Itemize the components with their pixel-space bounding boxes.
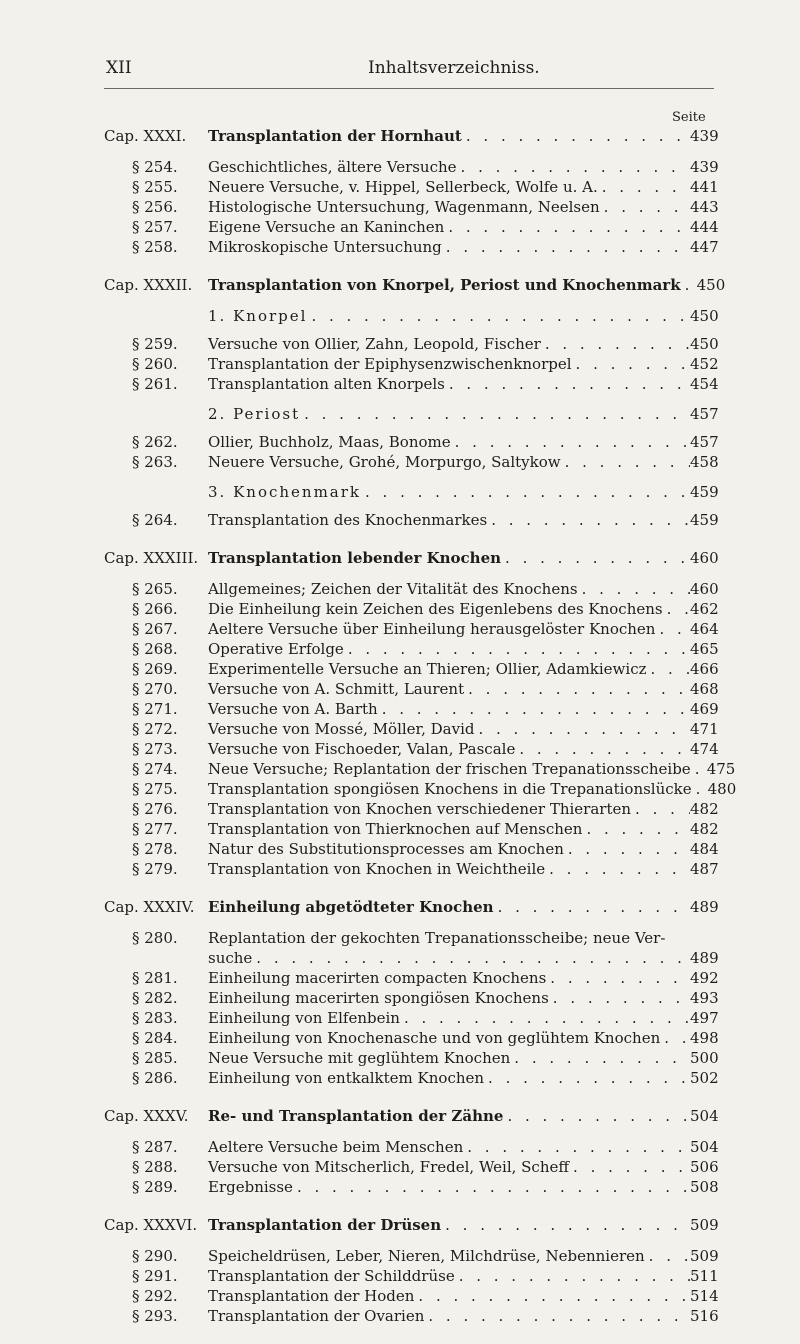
- section-title: Versuche von Mitscherlich, Fredel, Weil, Scheff: [208, 1158, 570, 1176]
- section-title: Ollier, Buchholz, Maas, Bonome: [208, 433, 451, 451]
- dot-leader: [444, 217, 690, 237]
- dot-leader: [546, 968, 690, 988]
- page-ref: 471: [690, 720, 719, 738]
- page-ref: 500: [690, 1049, 719, 1067]
- chapter-title: Transplantation von Knorpel, Periost und Knochenmark: [208, 276, 681, 294]
- chapter-label: Cap. XXXI.: [104, 127, 187, 145]
- dot-leader: [378, 699, 690, 719]
- page-ref: 450: [690, 307, 719, 325]
- section-title: Mikroskopische Untersuchung: [208, 238, 442, 256]
- page-ref: 492: [690, 969, 719, 987]
- dot-leader: [691, 759, 707, 779]
- section-number: § 267.: [132, 620, 178, 638]
- section-number: § 278.: [132, 840, 178, 858]
- page-ref: 480: [707, 780, 737, 798]
- section-title: Histologische Untersuchung, Wagenmann, Neelsen: [208, 198, 600, 216]
- section-number: § 292.: [132, 1287, 178, 1305]
- chapter-title: Transplantation der Hornhaut: [208, 127, 462, 145]
- dot-leader: [445, 374, 690, 394]
- section-title: Speicheldrüsen, Leber, Nieren, Milchdrüse, Nebennieren: [208, 1247, 645, 1265]
- toc-entry: [104, 1008, 719, 1028]
- page-ref: 441: [690, 178, 719, 196]
- subsection-title: 3. Knochenmark: [208, 483, 362, 501]
- section-title: Transplantation alten Knorpels: [208, 375, 445, 393]
- page-ref: 516: [690, 1307, 719, 1325]
- page-ref: 504: [690, 1138, 719, 1156]
- section-number: § 257.: [132, 218, 178, 236]
- dot-leader: [600, 197, 690, 217]
- dot-leader: [515, 739, 690, 759]
- toc-entry: [104, 237, 719, 257]
- section-number: § 273.: [132, 740, 178, 758]
- section-title: Transplantation von Thierknochen auf Menschen: [208, 820, 583, 838]
- dot-leader: [451, 432, 690, 452]
- toc-entry: [104, 859, 719, 879]
- dot-leader: [549, 988, 690, 1008]
- section-number: § 276.: [132, 800, 178, 818]
- page-ref: 457: [690, 433, 719, 451]
- dot-leader: [463, 1137, 690, 1157]
- toc-entry: [104, 679, 719, 699]
- section-title: Transplantation der Ovarien: [208, 1307, 425, 1325]
- page-ref: 447: [690, 238, 719, 256]
- dot-leader: [464, 679, 690, 699]
- toc-entry: [104, 579, 719, 599]
- chapter-title: Re- und Transplantation der Zähne: [208, 1107, 504, 1125]
- section-number: § 261.: [132, 375, 178, 393]
- section-title: Versuche von Fischoeder, Valan, Pascale: [208, 740, 516, 758]
- section-title: Experimentelle Versuche an Thieren; Ollier, Adamkiewicz: [208, 660, 647, 678]
- section-title: Natur des Substitutionsprocesses am Knochen: [208, 840, 564, 858]
- chapter-heading: [104, 897, 719, 917]
- section-title: Aeltere Versuche über Einheilung herausgelöster Knochen: [208, 620, 656, 638]
- page-ref: 450: [696, 276, 726, 294]
- section-number: § 259.: [132, 335, 178, 353]
- dot-leader: [647, 659, 690, 679]
- dot-leader: [487, 510, 690, 530]
- chapter-label: Cap. XXXVI.: [104, 1216, 198, 1234]
- dot-leader: [645, 1246, 690, 1266]
- page-ref: 514: [690, 1287, 719, 1305]
- section-number: § 277.: [132, 820, 178, 838]
- toc-entry: [104, 1048, 719, 1068]
- page-ref: 493: [690, 989, 719, 1007]
- page-ref: 469: [690, 700, 719, 718]
- dot-leader: [344, 639, 690, 659]
- section-title: Einheilung von Elfenbein: [208, 1009, 400, 1027]
- section-title: Aeltere Versuche beim Menschen: [208, 1138, 464, 1156]
- page-ref: 482: [690, 820, 719, 838]
- toc-entry: [104, 432, 719, 452]
- dot-leader: [631, 799, 690, 819]
- dot-leader: [441, 1215, 690, 1235]
- toc-entry: [104, 306, 719, 326]
- dot-leader: [655, 619, 690, 639]
- section-number: § 271.: [132, 700, 178, 718]
- section-title: Operative Erfolge: [208, 640, 344, 658]
- page-ref: 439: [690, 127, 719, 145]
- section-title: Neuere Versuche, v. Hippel, Sellerbeck, Wolfe u. A.: [208, 178, 598, 196]
- section-title: Versuche von Mossé, Möller, David: [208, 720, 475, 738]
- section-number: § 284.: [132, 1029, 178, 1047]
- dot-leader: [457, 157, 690, 177]
- dot-leader: [569, 1157, 690, 1177]
- chapter-label: Cap. XXXII.: [104, 276, 193, 294]
- section-number: § 264.: [132, 511, 178, 529]
- toc-entry: [104, 1137, 719, 1157]
- toc-entry: [104, 1286, 719, 1306]
- section-number: § 260.: [132, 355, 178, 373]
- toc-entry: [104, 177, 719, 197]
- toc-entry: [104, 334, 719, 354]
- page-ref: 498: [690, 1029, 719, 1047]
- toc-entry: [104, 719, 719, 739]
- chapter-block: [104, 1215, 719, 1326]
- page-ref: 466: [690, 660, 719, 678]
- toc-entry: [104, 1028, 719, 1048]
- header-divider: [104, 88, 714, 89]
- toc-entry: [104, 1266, 719, 1286]
- section-number: § 270.: [132, 680, 178, 698]
- toc-entry: [104, 739, 719, 759]
- section-title: Neue Versuche; Replantation der frischen Trepanationsscheibe: [208, 760, 691, 778]
- section-number: § 266.: [132, 600, 178, 618]
- toc-entry: [104, 157, 719, 177]
- page-ref: 457: [690, 405, 719, 423]
- section-number: § 288.: [132, 1158, 178, 1176]
- toc-entry: [104, 659, 719, 679]
- table-of-contents: [104, 126, 737, 1344]
- section-number: § 265.: [132, 580, 178, 598]
- page-ref: 468: [690, 680, 719, 698]
- section-title: Einheilung von Knochenasche und von geglühtem Knochen: [208, 1029, 661, 1047]
- page-ref: 502: [690, 1069, 719, 1087]
- section-number: § 274.: [132, 760, 178, 778]
- dot-leader: [424, 1306, 690, 1326]
- dot-leader: [442, 237, 690, 257]
- section-number: § 258.: [132, 238, 178, 256]
- section-title: Transplantation von Knochen verschiedener Thierarten: [208, 800, 632, 818]
- chapter-heading: [104, 126, 719, 146]
- dot-leader: [598, 177, 690, 197]
- toc-entry: [104, 799, 719, 819]
- page-ref: 506: [690, 1158, 719, 1176]
- toc-entry: [104, 374, 719, 394]
- dot-leader: [541, 334, 690, 354]
- toc-entry: [104, 197, 719, 217]
- chapter-block: [104, 126, 719, 257]
- section-number: § 279.: [132, 860, 178, 878]
- section-number: § 283.: [132, 1009, 178, 1027]
- dot-leader: [503, 1106, 690, 1126]
- page-ref: 509: [690, 1216, 719, 1234]
- dot-leader: [300, 404, 690, 424]
- page-ref: 504: [690, 1107, 719, 1125]
- toc-entry: [104, 639, 719, 659]
- section-title: Transplantation spongiösen Knochens in die Trepanationslücke: [208, 780, 692, 798]
- section-title: Versuche von A. Schmitt, Laurent: [208, 680, 465, 698]
- chapter-block: [104, 275, 726, 530]
- chapter-heading: [104, 548, 719, 568]
- page-ref: 454: [690, 375, 719, 393]
- dot-leader: [484, 1068, 690, 1088]
- section-number: § 285.: [132, 1049, 178, 1067]
- dot-leader: [582, 819, 690, 839]
- toc-entry: [104, 452, 719, 472]
- subsection-title: 1. Knorpel: [208, 307, 308, 325]
- section-number: § 289.: [132, 1178, 178, 1196]
- page-ref: 509: [690, 1247, 719, 1265]
- section-title: Eigene Versuche an Kaninchen: [208, 218, 445, 236]
- section-title: Allgemeines; Zeichen der Vitalität des Knochens: [208, 580, 578, 598]
- section-title: Die Einheilung kein Zeichen des Eigenlebens des Knochens: [208, 600, 663, 618]
- page-ref: 459: [690, 511, 719, 529]
- toc-entry: [104, 354, 719, 374]
- dot-leader: [561, 452, 690, 472]
- section-title: Ergebnisse: [208, 1178, 293, 1196]
- page-ref: 460: [690, 549, 719, 567]
- page-header: [0, 58, 800, 86]
- section-title: Einheilung von entkalktem Knochen: [208, 1069, 485, 1087]
- running-title: Inhaltsverzeichniss.: [368, 58, 540, 78]
- section-title-continued: suche: [208, 949, 253, 967]
- page-ref: 511: [690, 1267, 719, 1285]
- toc-entry: [104, 1246, 719, 1266]
- page-column-label: Seite: [672, 110, 706, 125]
- dot-leader: [474, 719, 690, 739]
- page-ref: 487: [690, 860, 719, 878]
- section-title: Replantation der gekochten Trepanationsscheibe; neue Ver-: [208, 929, 666, 947]
- dot-leader: [293, 1177, 690, 1197]
- page-ref: 497: [690, 1009, 719, 1027]
- chapter-block: [104, 548, 737, 879]
- section-number: § 286.: [132, 1069, 178, 1087]
- section-number: § 269.: [132, 660, 178, 678]
- dot-leader: [501, 548, 690, 568]
- chapter-block: [104, 1106, 719, 1197]
- toc-entry: [104, 968, 719, 988]
- dot-leader: [455, 1266, 690, 1286]
- page-ref: 508: [690, 1178, 719, 1196]
- section-number: § 272.: [132, 720, 178, 738]
- section-title: Einheilung macerirten spongiösen Knochens: [208, 989, 549, 1007]
- page-ref: 460: [690, 580, 719, 598]
- section-number: § 262.: [132, 433, 178, 451]
- dot-leader: [545, 859, 690, 879]
- toc-entry: [104, 928, 716, 948]
- chapter-title: Transplantation lebender Knochen: [208, 549, 502, 567]
- page-ref: 489: [690, 898, 719, 916]
- toc-entry: [104, 819, 719, 839]
- dot-leader: [462, 126, 690, 146]
- page-number: XII: [106, 58, 132, 78]
- page-ref: 444: [690, 218, 719, 236]
- section-number: § 293.: [132, 1307, 178, 1325]
- dot-leader: [510, 1048, 690, 1068]
- toc-entry: [104, 482, 719, 502]
- section-number: § 255.: [132, 178, 178, 196]
- toc-entry: [104, 759, 736, 779]
- toc-entry: [104, 217, 719, 237]
- toc-entry: [104, 404, 719, 424]
- page-ref: 459: [690, 483, 719, 501]
- chapter-heading: [104, 1215, 719, 1235]
- page-ref: 439: [690, 158, 719, 176]
- dot-leader: [663, 599, 690, 619]
- toc-entry: [104, 988, 719, 1008]
- dot-leader: [572, 354, 690, 374]
- toc-entry: [104, 1177, 719, 1197]
- section-number: § 268.: [132, 640, 178, 658]
- page-ref: 474: [690, 740, 719, 758]
- page-ref: 482: [690, 800, 719, 818]
- section-title: Transplantation der Epiphysenzwischenknorpel: [208, 355, 572, 373]
- toc-entry: [104, 1068, 719, 1088]
- section-number: § 281.: [132, 969, 178, 987]
- page-ref: 458: [690, 453, 719, 471]
- page-ref: 450: [690, 335, 719, 353]
- chapter-label: Cap. XXXV.: [104, 1107, 189, 1125]
- page-ref: 484: [690, 840, 719, 858]
- chapter-title: Einheilung abgetödteter Knochen: [208, 898, 494, 916]
- dot-leader: [494, 897, 690, 917]
- section-number: § 275.: [132, 780, 178, 798]
- section-number: § 291.: [132, 1267, 178, 1285]
- dot-leader: [400, 1008, 690, 1028]
- section-title: Neuere Versuche, Grohé, Morpurgo, Saltykow: [208, 453, 561, 471]
- section-title: Versuche von A. Barth: [208, 700, 378, 718]
- section-title: Neue Versuche mit geglühtem Knochen: [208, 1049, 511, 1067]
- section-number: § 287.: [132, 1138, 178, 1156]
- chapter-label: Cap. XXXIII.: [104, 549, 199, 567]
- dot-leader: [692, 779, 708, 799]
- chapter-label: Cap. XXXIV.: [104, 898, 195, 916]
- section-number: § 254.: [132, 158, 178, 176]
- toc-entry: [104, 839, 719, 859]
- section-number: § 290.: [132, 1247, 178, 1265]
- section-title: Transplantation der Hoden: [208, 1287, 415, 1305]
- toc-entry: [104, 619, 719, 639]
- section-number: § 263.: [132, 453, 178, 471]
- subsection-title: 2. Periost: [208, 405, 301, 423]
- toc-entry: [104, 699, 719, 719]
- dot-leader: [564, 839, 690, 859]
- section-number: § 282.: [132, 989, 178, 1007]
- page-ref: 462: [690, 600, 719, 618]
- dot-leader: [252, 948, 690, 968]
- section-number: § 256.: [132, 198, 178, 216]
- section-title: Transplantation des Knochenmarkes: [208, 511, 488, 529]
- section-title: Transplantation von Knochen in Weichtheile: [208, 860, 546, 878]
- toc-entry: [104, 599, 719, 619]
- section-title: Geschichtliches, ältere Versuche: [208, 158, 457, 176]
- page-ref: 475: [706, 760, 736, 778]
- toc-entry: [104, 1306, 719, 1326]
- page-ref: 452: [690, 355, 719, 373]
- toc-entry-continued: [104, 948, 719, 968]
- toc-entry: [104, 1157, 719, 1177]
- dot-leader: [681, 275, 697, 295]
- page-ref: 489: [690, 949, 719, 967]
- dot-leader: [414, 1286, 690, 1306]
- toc-entry: [104, 510, 719, 530]
- section-title: Einheilung macerirten compacten Knochens: [208, 969, 547, 987]
- page-ref: 443: [690, 198, 719, 216]
- section-number: § 280.: [132, 929, 178, 947]
- dot-leader: [578, 579, 690, 599]
- section-title: Versuche von Ollier, Zahn, Leopold, Fischer: [208, 335, 541, 353]
- chapter-heading: [104, 1106, 719, 1126]
- dot-leader: [361, 482, 690, 502]
- chapter-title: Transplantation der Drüsen: [208, 1216, 442, 1234]
- toc-entry: [104, 779, 737, 799]
- dot-leader: [307, 306, 690, 326]
- page-ref: 465: [690, 640, 719, 658]
- chapter-heading: [104, 275, 726, 295]
- page-ref: 464: [690, 620, 719, 638]
- chapter-block: [104, 897, 719, 1088]
- section-title: Transplantation der Schilddrüse: [208, 1267, 455, 1285]
- dot-leader: [660, 1028, 690, 1048]
